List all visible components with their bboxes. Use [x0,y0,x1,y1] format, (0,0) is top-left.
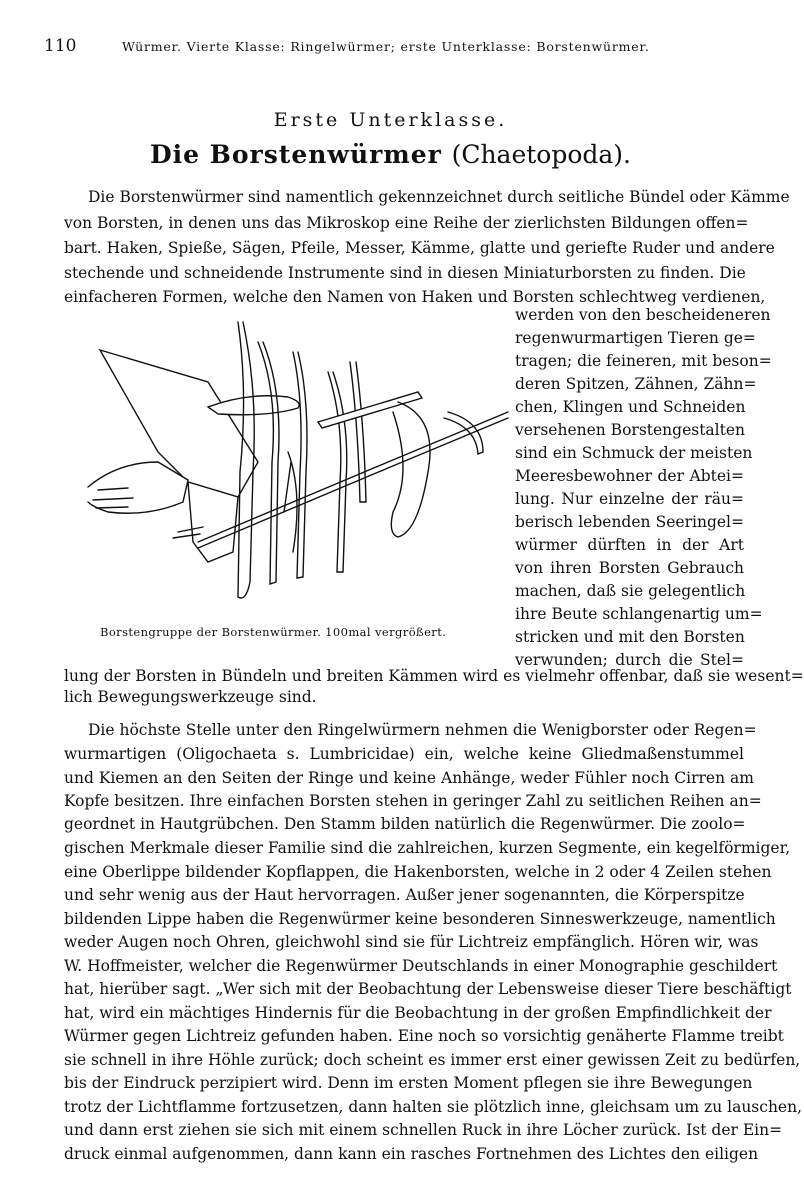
side-text-line: tragen; die feineren, mit beson= [515,352,772,370]
side-text-line: ihre Beute schlangenartig um= [515,605,763,623]
text-line: lung der Borsten in Bündeln und breiten Kämmen wird es vielmehr offenbar, daß sie wesent= [64,667,804,685]
text-line: bis der Eindruck perzipiert wird. Denn im ersten Moment pflegen sie ihre Bewegungen [64,1074,753,1092]
text-line: lich Bewegungswerkzeuge sind. [64,688,317,706]
side-text-line: verwunden; durch die Stel= [515,651,744,669]
text-line: von Borsten, in denen uns das Mikroskop eine Reihe der zierlichsten Bildungen offen= [64,214,749,232]
page-number: 110 [44,36,77,56]
text-line: stechende und schneidende Instrumente sind in diesen Miniaturborsten zu finden. Die [64,264,746,282]
side-text-line: würmer dürften in der Art [515,536,744,554]
text-line: W. Hoffmeister, welcher die Regenwürmer Deutschlands in einer Monographie geschildert [64,957,778,975]
side-text-line: chen, Klingen und Schneiden [515,398,746,416]
text-line: geordnet in Hautgrübchen. Den Stamm bilden natürlich die Regenwürmer. Die zoolo= [64,815,746,833]
text-line: gischen Merkmale dieser Familie sind die zahlreichen, kurzen Segmente, ein kegelförmiger, [64,839,791,857]
text-line: hat, hierüber sagt. „Wer sich mit der Beobachtung der Lebensweise dieser Tiere beschäftigt [64,980,792,998]
title-latin: (Chaetopoda). [451,140,632,169]
side-text-line: berisch lebenden Seeringel= [515,513,744,531]
text-line: eine Oberlippe bildender Kopflappen, die Hakenborsten, welche in 2 oder 4 Zeilen stehen [64,863,772,881]
side-text-line: deren Spitzen, Zähnen, Zähn= [515,375,757,393]
text-line: Würmer gegen Lichtreiz gefunden haben. Eine noch so vorsichtig genäherte Flamme treibt [64,1027,784,1045]
section-title [0,140,781,169]
text-line: hat, wird ein mächtiges Hindernis für die Beobachtung in der großen Empfindlichkeit der [64,1004,772,1022]
side-text-line: Meeresbewohner der Abtei= [515,467,744,485]
side-text-line: lung. Nur einzelne der räu= [515,490,744,508]
figure-caption: Borstengruppe der Borstenwürmer. 100mal vergrößert. [100,625,447,639]
text-line: weder Augen noch Ohren, gleichwohl sind sie für Lichtreiz empfänglich. Hören wir, was [64,933,759,951]
text-line: Kopfe besitzen. Ihre einfachen Borsten stehen in geringer Zahl zu seitlichen Reihen an= [64,792,762,810]
side-text-line: werden von den bescheideneren [515,306,771,324]
bristle-drawing [88,312,508,622]
running-head: Würmer. Vierte Klasse: Ringelwürmer; erste Unterklasse: Borstenwürmer. [122,39,650,54]
side-text-line: regenwurmartigen Tieren ge= [515,329,756,347]
page-header [44,36,741,60]
subclass-heading: Erste Unterklasse. [273,109,508,131]
text-line: und Kiemen an den Seiten der Ringe und keine Anhänge, weder Fühler noch Cirren am [64,769,754,787]
text-line: einfacheren Formen, welche den Namen von Haken und Borsten schlechtweg verdienen, [64,288,766,306]
side-text-line: von ihren Borsten Gebrauch [515,559,744,577]
text-line: Die Borstenwürmer sind namentlich gekennzeichnet durch seitliche Bündel oder Kämme [88,188,790,206]
text-line: und sehr wenig aus der Haut hervorragen. Außer jener sogenannten, die Körperspitze [64,886,745,904]
text-line: bildenden Lippe haben die Regenwürmer keine besonderen Sinneswerkzeuge, namentlich [64,910,776,928]
side-text-line: sind ein Schmuck der meisten [515,444,753,462]
text-line: druck einmal aufgenommen, dann kann ein rasches Fortnehmen des Lichtes den eiligen [64,1145,759,1163]
text-line: trotz der Lichtflamme fortzusetzen, dann halten sie plötzlich inne, gleichsam um zu lauschen, [64,1098,803,1116]
text-line: bart. Haken, Spieße, Sägen, Pfeile, Messer, Kämme, glatte und geriefte Ruder und andere [64,239,775,257]
text-line: Die höchste Stelle unter den Ringelwürmern nehmen die Wenigborster oder Regen= [88,721,757,739]
bristle-illustration [88,312,508,622]
text-line: sie schnell in ihre Höhle zurück; doch scheint es immer erst einer gewissen Zeit zu bedürfen, [64,1051,801,1069]
side-text-line: machen, daß sie gelegentlich [515,582,746,600]
side-text-line: versehenen Borstengestalten [515,421,746,439]
side-text-line: stricken und mit den Borsten [515,628,745,646]
title-main: Die Borstenwürmer [149,140,442,169]
text-line: und dann erst ziehen sie sich mit einem schnellen Ruck in ihre Löcher zurück. Ist der Ein= [64,1121,783,1139]
text-line: wurmartigen (Oligochaeta s. Lumbricidae) ein, welche keine Gliedmaßenstummel [64,745,744,763]
